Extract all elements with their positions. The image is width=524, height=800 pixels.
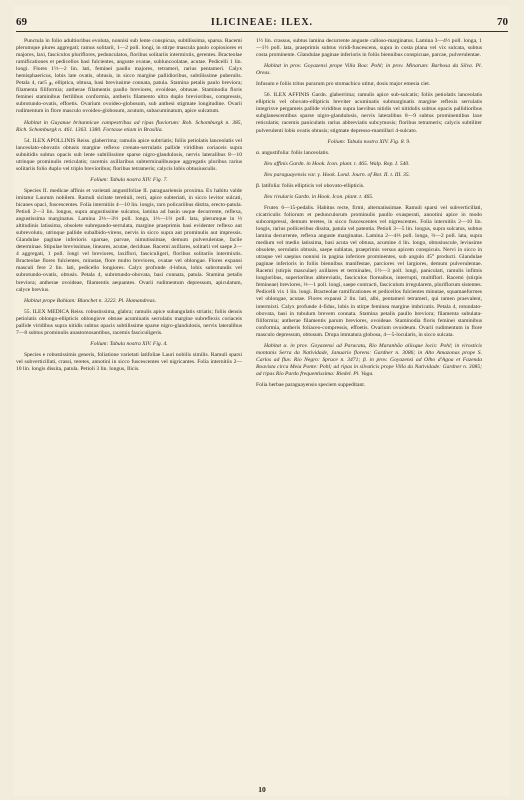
right-column-paragraph: Infusum e foliis tritus purarum pro stomachico utitur, dosis major emesia ciet. [256, 81, 431, 88]
right-column-paragraph: Ilex paraguayensis var. γ. Hook. Lond. Journ. of Bot. II. t. III. 35. [264, 171, 411, 178]
running-title: ILICINEAE: ILEX. [210, 16, 314, 28]
left-column-paragraph: Folium: Tabula nostra XIV. Fig. 7. [90, 176, 168, 183]
left-column-paragraph: Habitat prope Bahiam: Blanchet n. 3222. Pl. Hamandreas. [24, 297, 157, 304]
left-column-paragraph: 55. ILEX MEDICA Reiss. robustissima, glabra; ramulis apice subangulatis striatis; foliis densis petiolatis oblongo-ellipticis oblongisve obtuse acuminatis serrulatis margine subreflexis coriaceis pallide viridibus supra nitidis subtus opacis subtilissime sparse nigro-glandulosis, nervis lateralibus 7—8 subtus prominulis anastomosantibus, racemis fasciculigeris. [16, 308, 242, 336]
right-column-paragraph: Ilex rivularis Gardn. in Hook. Icon. plant. t. 465. [264, 193, 374, 200]
right-column-paragraph: 56. ILEX AFFINIS Gardn. glaberrima; ramulis apice sub-sulcatis; foliis petiolatis lanceolatis ellipticis vel obovato-ellipticis breviter acuminatis submarginatis margine reflexis serrulatis integrisve pergameis pallide viridibus supra laevibus nitidis vel nitidulis subtus opacis pallidioribus subglanescentibus sparse nigro-glandulosis, nervis lateralibus 8—9 subtus prominentibus laxe reticulatis; racemis paniculatis rarius abbreviatis subcymosis; floribus tetrameris; calycis subtiliter pulverulenti lobis ovatis obtusis; stigmate depresso-mamillari 4-sulcato. [256, 92, 482, 134]
right-column [256, 38, 482, 393]
right-column-paragraph: Folium: Tabula nostra XIV. Fig. 8. 9. [327, 138, 411, 145]
left-column-paragraph: 54. ILEX APOLLINIS Reiss. glaberrima; ramulis apice subtriatis; foliis petiolatis lanceolatis vel lanceolato-obovatis obtusis margine reflexo crenato-serrulatis pallide viridibus coriaceis supra subnitidis subtus opacis sub lente subtilissime sparse nigro-glandulosis, nervis lateralibus 8—10 utrinque prominulis reticulatis; racemis axillaribus subterminalibusque aggregatis pluribus rarius solitariis folio duplo vel triplo brevioribus; floribus tetrameris; calycis lobis obtusiusculis. [16, 137, 242, 172]
left-column [16, 38, 242, 377]
right-column-paragraph: β. latifolia: foliis ellipticis vel obovato-ellipticis. [256, 182, 365, 189]
left-column-paragraph: Species e robustissimis generis, foliatione varietati latifoliae Lauri nobilis similis. Ramuli sparsi vel subverticillati, crassi, teretes, annotini in sicco fuscescentes vel nigricantes. Folia internitiis 2—10 lin. longis dissita, patula. Petioli 3 lin. longus, Ilicis. [16, 351, 242, 372]
right-column-paragraph: Habitat α. in prov. Goyazensi ad Paracatu, Rio Maranhão aliisque locis: Pohl; in virosticis montanis Serra da Natividade, Januario florens: Gardner n. 3086; in Alto Amazonas prope S. Carlos ad fluv. Rio Negro: Spruce n. 3471; β. in prov. Goyazensi ad Olho d'Agoa et Fazenda Boavista circa Meia Ponte: Pohl; ad ripas in silvaticis prope Villa da Natividade: Gardner n. 3085; ad ripas Rio Pardo frequentissima: Riedel. Pl. Vaga. [256, 342, 482, 377]
right-column-paragraph: 1½ lin. crassus, subtus lamina decurrente anguste calloso-marginatus. Lamina 3—4½ poll. longa, 1—1½ poll. lata, praeprimis subtus viridi-fuscescens, supra in costa plana vel vix sulcata, subtus costa prominente. Glandulae paginae inferioris in foliis biennibus conspicuae, parcae, pulverulentae. [256, 38, 482, 59]
page-number-right: 70 [496, 16, 508, 28]
left-column-paragraph: Folium: Tabula nostra XIV. Fig. 4. [90, 340, 168, 347]
right-column-paragraph: Habitat in prov. Goyazensi prope Villa Boa: Pohl; in prov. Minarum: Barbosa da Silva. Pl. Oreas. [256, 63, 482, 77]
left-column-paragraph: Species II. medicae affinis et varietati angustifoliae II. paraguariensis proxima. Ex habitu valde imitatur Laurum nobilem. Ramuli sicitate teretiuli, recti, apice subteriati, in sicco levitor sulcati, bicanes opaci, fuscescentes. Folia internitiis 4—10 lin. longis, raro policariibus distita, erecto-patula. Petioli 2—3 lin. longus, supra angustissime sulcatus, lamina ad basin usque decurrente, reflexa, angustissima marginatus. Lamina 2⅓—3⅓ poll. longa, 1⅓—1⅔ poll. lata, plerumque in ⅓ altitudinis latissima, obsolete subrepando-serrulata, margine praeprimis basi evidenter reflexo aut subrevoluto, utrinque pallide subalbido-virens, nervis in sicco supra aut prominulis aut impressis. Glandulae paginae inferioris sparsae, parvae, nimutissimae, demum pulverulentae, facile determinae. Stipulae brevissimae, lineares, acutae, deciduae. Racemi axillares, solitarii vel saepe 2—4 aggregati, 1 poll. longi vel breviores, laxiflori, fasciculigeri, floribus solitariis intermixtis. Bracteolae flores fulcientes, minutae, flore multo breviores, ovatae vel oblongae. Flores expansi masculi fere 2 lin. lati, pedicello longiores. Calyx profunde 4-lobus, lobis subrotundis vel subrotundo-ovatis, obtusis. Petala 4, subrotundo-obovata, basi connata, patula. Stamina petalis breviora; antherae ovoideae, filamentis aequantes. Ovarii rudimentum depressum, apiculatum, calyce brevius. [16, 187, 242, 293]
right-column-paragraph: Frutex 6—15-pedalis. Habitus recte, firmi, alternatissimae. Ramuli sparsi vel subverticillati, cicatriculis foliorum et pedunculorum prominulis paullo exasperati, annotini apice in modo subcompressi, demum teretes, in sicco fuscescentes vel nigrescentes. Folia internitiis 2—10 lin. longis, rarius polliceribus dissita, patula vel patentia. Petioli 3—5 lin. longus, supra sulcatus, subtus lamina decurrente, reflexa anguste marginatus. Lamina 2—4⅓ poll. longa, ⅔—2 poll. lata, supra medium vel medio latissima, basi acuta vel obtusa, acumine 4 lin. longo, obtusiuscule, leviusime obsolete, serrulatis obtusis, saepe sublatas, praeprimis versus apicem conspicuis. Nervi in sicco in utraque vel saepius nonnisi in pagina inferiore prominentes, sub angulo 45° producti. Glandulae paginae inferioris in foliis biennibus manifestae, parciores vel largiores, demum pulverulentae. Racemi (stirpis masculae) axillares et terminales, 1½—3 poll. longi, paniculati, ramulis infimis longioribus, superioribus abbreviatis, fasciculos floreaibus, interrupti, multiflori. Racemi (stirpis femineae) breviores, ⅓—1 poll. longi, saepe contracti, fasciculum irregularem, pluriflorum sistentes. Pedicelli vix 1 lin. longi. Bracteolae ramificationes et pedicellos fulcientes minutae, squamaeformes vel oblongae, acutae. Flores expansi 2 lin. lati, albi, pentameri tetrameri, qui tamen praevalent, intermixti. Calyx profunde 4-fidus, lobis in stirpe feminea margine imbricatis. Petala 4, rotundato-obovata, basi in tubulum brevem connata. Stamina petalis paullo breviora; filamenta subulata-filiformia; antherae filamentis parum breviores, ovoideae. Staminodia floris feminei staminibus conformia, antheris foliaceo-compressis, effoetis. Ovarium ovoideum. Ovarii rudimentum in flore masculo depressum, obtusum. Drupa immatura globosa, 4—5-locularis, in sicco sulcata. [256, 204, 482, 338]
running-header [16, 14, 508, 30]
right-column-paragraph: α. angustifolia: foliis lanceolatis. [256, 149, 330, 156]
header-rule [16, 31, 508, 32]
page-number-left: 69 [16, 16, 27, 28]
right-column-paragraph: Ilex affinis Gardn. in Hook. Icon. plant. t. 465. Walp. Rep. I. 540. [264, 160, 410, 167]
signature-mark: 10 [258, 785, 266, 794]
left-column-paragraph: Habitat in Guyanae britannicae campestribus ad ripas fluviorum: Rob. Schomburgk n. 385, Rich. Schomburgk n. 461. 1363. 1380. Fortasse etiam in Brasilia. [16, 119, 242, 133]
left-column-paragraph: Punctula in folio adultioribus evoluta, nonnisi sub lente conspicua, subtilissima, sparsa. Racemi plerumque plures aggregati; ramus solitarii, 1—2 poll. longi, in stirpe mascula paulo copiosiores et majores, laxi, fasciculos pluriflores, pedunculatos, floribus solitariis intermixtis, gerentes. Bracteolae ramificationes et pedicellos basi fulcientes, anguste ovatae, subluncoolatae, acutae. Pedicelli 1 lin. longi. Flores 1½—2 lin. lati, feminei paullo majores, tetrameri, rarius pentameri. Calyx hemisphaericus, lobis late ovatis, obtusis, in sicco margine pallidioribus, subtilissime puberulis. Petala 4, rarو 5, elliptica, obtusa, basi breviusime connata, patula. Stamina petalis paulo breviora; filamenta filiformia; antherae filamentis paullo breviores, ovoideae, obtusae. Staminodia floris feminei staminibus fertilibus conformia, antheris filamento ultra duplo brevioribus, compressis, subrotundo-ovatis, effoetis. Ovarium ovoideo-globosum, sub anthesi stigmate longitudine. Ovarii rudimentum in flore masculo ovoideo-globosum, acutum, subacuminatum, apice sulcatum. [16, 38, 242, 115]
right-column-paragraph: Folia herbae paraguayensis speciem suppeditant. [256, 381, 366, 388]
